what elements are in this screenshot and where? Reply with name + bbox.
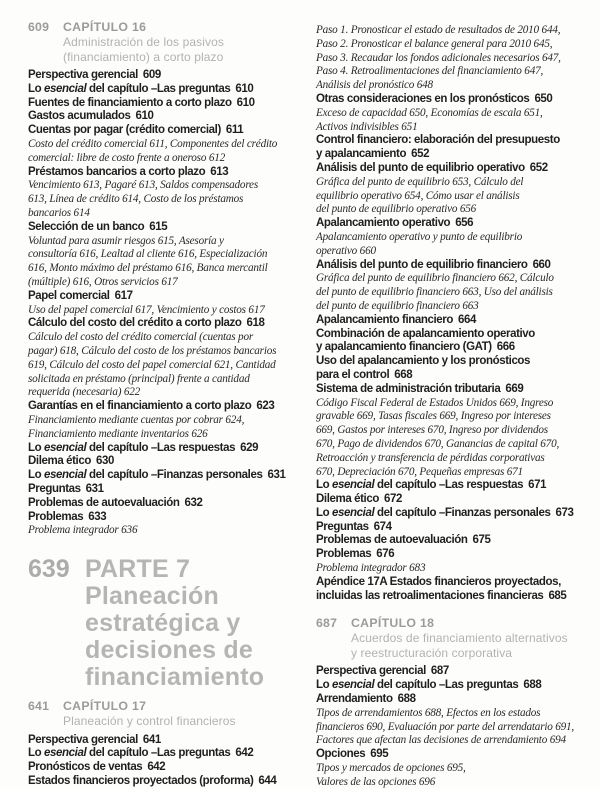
toc-entry-segment: esencial bbox=[332, 506, 375, 519]
toc-entry-page: 617 bbox=[114, 289, 133, 302]
toc-subentry: Apalancamiento operativo y punto de equilibrio operativo 660 bbox=[316, 230, 523, 257]
toc-entry bbox=[316, 355, 596, 383]
toc-entry-text bbox=[28, 83, 230, 95]
toc-entry-segment: del capítulo –Las respuestas bbox=[374, 479, 524, 492]
chapter-header-text bbox=[351, 616, 568, 660]
toc-entry bbox=[28, 290, 304, 304]
toc-entry bbox=[316, 507, 596, 521]
toc-entry-text: Estados financieros proyectados (proforma) bbox=[28, 774, 254, 787]
toc-entry-text: Opciones bbox=[316, 748, 366, 761]
toc-entry-text: Problemas bbox=[28, 510, 84, 523]
toc-entry-text: Fuentes de financiamiento a corto plazo bbox=[28, 96, 232, 109]
toc-entry-text bbox=[28, 747, 230, 759]
toc-entry-text: Combinación de apalancamiento operativo y apalancamiento financiero (GAT) bbox=[316, 327, 535, 354]
toc-entry-text: Apalancamiento operativo bbox=[316, 217, 451, 230]
toc-entry-text: Arrendamiento bbox=[316, 693, 393, 706]
chapter-subtitle: Acuerdos de financiamiento alternativos y reestructuración corporativa bbox=[351, 631, 568, 660]
chapter-subtitle: Administración de los pasivos (financiamiento) a corto plazo bbox=[63, 35, 224, 64]
toc-entry bbox=[28, 747, 304, 761]
toc-entry-segment: Lo bbox=[316, 506, 333, 519]
toc-entry-text: Problemas de autoevaluación bbox=[316, 534, 468, 547]
toc-entry bbox=[28, 83, 304, 97]
part-header-text bbox=[85, 556, 264, 691]
toc-entry-page: 695 bbox=[370, 748, 389, 761]
toc-entry bbox=[316, 134, 596, 162]
toc-entry-segment: del capítulo –Las preguntas bbox=[374, 679, 519, 692]
toc-entry-text: Apalancamiento financiero bbox=[316, 313, 453, 326]
toc-entry bbox=[28, 317, 304, 331]
toc-entry bbox=[28, 400, 304, 414]
toc-entry-segment: del capítulo –Las preguntas bbox=[86, 82, 231, 95]
toc-entry-text: Selección de un banco bbox=[28, 220, 145, 233]
toc-entry-page: 609 bbox=[142, 69, 161, 81]
toc-entry-page: 615 bbox=[149, 220, 168, 233]
toc-entry-page: 674 bbox=[373, 520, 392, 533]
toc-entry-segment: Lo bbox=[28, 469, 45, 482]
toc-subentry: Vencimiento 613, Pagaré 613, Saldos compensadores 613, Línea de crédito 614, Costo de los préstamos bancarios 614 bbox=[28, 179, 258, 219]
chapter-number: 609 bbox=[28, 20, 50, 34]
toc-entry bbox=[316, 217, 596, 231]
toc-entry-page: 631 bbox=[267, 469, 286, 482]
toc-entry-text: Papel comercial bbox=[28, 289, 110, 302]
toc-entry-text: Uso del apalancamiento y los pronósticos para el control bbox=[316, 355, 531, 381]
toc-entry-text: Dilema ético bbox=[316, 493, 379, 506]
toc-entry-text: Otras consideraciones en los pronósticos bbox=[316, 92, 530, 105]
toc-entry-page: 630 bbox=[95, 455, 114, 468]
toc-entry-page: 672 bbox=[383, 493, 402, 506]
toc-entry bbox=[28, 761, 304, 775]
toc-entry-page: 688 bbox=[523, 679, 542, 692]
toc-entry bbox=[316, 314, 596, 328]
toc-entry-segment: esencial bbox=[44, 747, 87, 760]
toc-entry-segment: Lo bbox=[28, 747, 45, 760]
toc-entry-page: 675 bbox=[472, 534, 491, 547]
toc-entry bbox=[316, 679, 596, 693]
toc-entry-segment: esencial bbox=[44, 82, 87, 95]
toc-left-column bbox=[28, 20, 304, 789]
chapter-label: CAPÍTULO 17 bbox=[63, 699, 147, 714]
toc-entry-text: Perspectiva gerencial bbox=[28, 69, 138, 81]
toc-entry bbox=[28, 483, 304, 497]
chapter-number: 641 bbox=[28, 699, 50, 714]
chapter-header bbox=[28, 20, 304, 64]
toc-entry bbox=[28, 497, 304, 511]
toc-subentry: Problema integrador 683 bbox=[316, 562, 426, 575]
toc-entry-page: 688 bbox=[397, 693, 416, 706]
chapter-label: CAPÍTULO 16 bbox=[63, 20, 147, 34]
toc-entry-text bbox=[316, 479, 523, 491]
toc-entry bbox=[28, 775, 304, 789]
toc-subentry: Código Fiscal Federal de Estados Unidos 669, Ingreso gravable 669, Tasas fiscales 669, Ingreso por intereses 669, Gastos por intereses 670, Ingreso por dividendos 670, Pago de dividendos 670, Ganancias de capital 670, Retroacción y transferencia de pérdidas corporativas 670, Depreciación 670, Pequeñas empresas 671 bbox=[316, 396, 560, 478]
toc-entry bbox=[316, 493, 596, 507]
toc-entry-page: 664 bbox=[457, 313, 476, 326]
toc-entry-text: Gastos acumulados bbox=[28, 110, 131, 123]
toc-entry bbox=[316, 162, 596, 176]
toc-entry-text: Control financiero: elaboración del presupuesto y apalancamiento bbox=[316, 134, 560, 161]
chapter-header bbox=[316, 616, 596, 660]
toc-entry bbox=[28, 511, 304, 525]
toc-entry-page: 666 bbox=[496, 341, 515, 354]
toc-entry-segment: del capítulo –Las preguntas bbox=[86, 747, 231, 760]
toc-subentry: Gráfica del punto de equilibrio financiero 662, Cálculo del punto de equilibrio financiero 663, Uso del análisis del punto de equilibrio financiero 663 bbox=[316, 272, 554, 312]
toc-entry-segment: esencial bbox=[44, 469, 87, 482]
toc-entry-text: Análisis del punto de equilibrio operativo bbox=[316, 161, 525, 174]
toc-entry bbox=[316, 521, 596, 535]
toc-entry-text: Garantías en el financiamiento a corto plazo bbox=[28, 400, 252, 413]
chapter-header-text bbox=[63, 699, 236, 729]
toc-entry bbox=[28, 734, 304, 748]
toc-entry-page: 687 bbox=[430, 665, 449, 678]
toc-subentry: Paso 1. Pronosticar el estado de resultados de 2010 644, Paso 2. Pronosticar el balance general para 2010 645, Paso 3. Recaudar los fondos adicionales necesarios 647, Paso 4. Retroalimentaciones del financiamiento 647, Análisis del pronóstico 648 bbox=[316, 24, 561, 92]
toc-entry-page: 644 bbox=[258, 774, 277, 787]
toc-entry-text: Pronósticos de ventas bbox=[28, 761, 143, 774]
chapter-label: CAPÍTULO 18 bbox=[351, 616, 435, 631]
toc-entry-page: 650 bbox=[534, 92, 553, 105]
toc-subentry: Exceso de capacidad 650, Economías de escala 651, Activos indivisibles 651 bbox=[316, 106, 543, 133]
toc-entry-text: Perspectiva gerencial bbox=[28, 733, 138, 746]
toc-entry-segment: Lo bbox=[28, 82, 45, 95]
toc-entry bbox=[316, 748, 596, 762]
toc-entry-page: 641 bbox=[142, 733, 161, 746]
toc-entry-page: 610 bbox=[235, 82, 254, 95]
toc-entry-page: 656 bbox=[455, 217, 474, 230]
toc-entry-page: 631 bbox=[85, 482, 104, 495]
toc-entry-text: Apéndice 17A Estados financieros proyectados, incluidas las retroalimentaciones financieras bbox=[316, 575, 561, 602]
toc-entry-page: 669 bbox=[505, 382, 524, 395]
toc-entry bbox=[316, 665, 596, 679]
toc-entry-page: 668 bbox=[394, 368, 413, 381]
toc-entry-text bbox=[316, 507, 550, 519]
part-title: Planeación estratégica y decisiones de financiamiento bbox=[85, 582, 265, 692]
toc-entry-page: 652 bbox=[411, 148, 430, 161]
toc-entry bbox=[28, 69, 304, 83]
toc-entry bbox=[316, 534, 596, 548]
toc-entry bbox=[316, 576, 596, 604]
chapter-header bbox=[28, 699, 304, 729]
toc-subentry: Cálculo del costo del crédito comercial (cuentas por pagar) 618, Cálculo del costo de los préstamos bancarios 619, Cálculo del costo del papel comercial 621, Cantidad solicitada en préstamo (principal) frente a cantidad requerida (necesaria) 622 bbox=[28, 331, 277, 399]
toc-entry-text: Préstamos bancarios a corto plazo bbox=[28, 165, 206, 178]
chapter-header-text bbox=[63, 20, 224, 64]
toc-entry-page: 629 bbox=[240, 441, 259, 454]
toc-entry-segment: esencial bbox=[44, 441, 87, 454]
chapter-number: 687 bbox=[316, 616, 338, 631]
toc-entry-page: 623 bbox=[256, 400, 275, 413]
toc-entry bbox=[28, 455, 304, 469]
toc-entry-page: 660 bbox=[532, 258, 551, 271]
toc-subentry: Tipos de arrendamientos 688, Efectos en los estados financieros 690, Evaluación por parte del arrendatario 691, Factores que afectan las decisiones de arrendamiento 694 bbox=[316, 706, 575, 747]
toc-entry-page: 673 bbox=[555, 506, 574, 519]
toc-right-column bbox=[316, 20, 596, 789]
part-label: PARTE 7 bbox=[85, 555, 191, 584]
toc-subentry: Gráfica del punto de equilibrio 653, Cálculo del equilibrio operativo 654, Cómo usar el análisis del punto de equilibrio operativo 656 bbox=[316, 175, 524, 216]
toc-entry-page: 610 bbox=[236, 96, 255, 109]
toc-entry-page: 613 bbox=[210, 165, 229, 178]
toc-entry-page: 671 bbox=[528, 479, 547, 492]
toc-entry bbox=[316, 693, 596, 707]
toc-entry bbox=[316, 479, 596, 493]
toc-entry-text: Dilema ético bbox=[28, 455, 91, 468]
toc-entry-text: Cuentas por pagar (crédito comercial) bbox=[28, 124, 221, 137]
toc-entry-text: Preguntas bbox=[316, 520, 369, 533]
toc-entry bbox=[316, 93, 596, 107]
toc-entry bbox=[28, 124, 304, 138]
toc-entry-segment: Lo bbox=[316, 679, 333, 692]
toc-entry-page: 685 bbox=[548, 589, 567, 602]
toc-entry bbox=[28, 166, 304, 180]
toc-entry-page: 611 bbox=[225, 124, 244, 137]
toc-entry-text: Cálculo del costo del crédito a corto plazo bbox=[28, 317, 242, 330]
toc-entry-text: Problemas bbox=[316, 548, 372, 561]
toc-entry-page: 633 bbox=[88, 510, 107, 523]
toc-entry-text: Sistema de administración tributaria bbox=[316, 382, 501, 395]
part-header bbox=[28, 556, 304, 691]
toc-entry-text bbox=[316, 679, 518, 691]
toc-entry-segment: del capítulo –Finanzas personales bbox=[86, 469, 263, 482]
toc-entry-text: Preguntas bbox=[28, 482, 81, 495]
toc-entry-page: 642 bbox=[235, 747, 254, 760]
toc-entry-segment: esencial bbox=[332, 479, 375, 492]
toc-entry-segment: Lo bbox=[316, 479, 333, 492]
toc-entry-page: 610 bbox=[135, 110, 154, 123]
chapter-subtitle: Planeación y control financieros bbox=[63, 714, 236, 729]
toc-entry bbox=[28, 97, 304, 111]
toc-entry-text: Perspectiva gerencial bbox=[316, 665, 426, 678]
toc-subentry: Financiamiento mediante cuentas por cobrar 624, Financiamiento mediante inventarios 626 bbox=[28, 413, 245, 440]
toc-entry bbox=[316, 259, 596, 273]
toc-entry bbox=[316, 328, 596, 356]
toc-subentry: Voluntad para asumir riesgos 615, Asesoría y consultoría 616, Lealtad al cliente 616, Especialización 616, Monto máximo del préstamo 616, Banca mercantil (múltiple) 616, Otros servicios 617 bbox=[28, 234, 268, 288]
toc-entry bbox=[316, 548, 596, 562]
toc-entry bbox=[28, 110, 304, 124]
toc-entry-text: Problemas de autoevaluación bbox=[28, 496, 180, 509]
toc-subentry: Costo del crédito comercial 611, Componentes del crédito comercial: libre de costo frente a oneroso 612 bbox=[28, 137, 278, 164]
toc-entry-page: 676 bbox=[376, 548, 395, 561]
toc-entry-text bbox=[28, 469, 262, 481]
toc-entry bbox=[316, 383, 596, 397]
toc-entry-text bbox=[28, 442, 235, 454]
toc-entry-page: 618 bbox=[246, 317, 265, 330]
toc-entry-text: Análisis del punto de equilibrio financiero bbox=[316, 258, 528, 271]
toc-entry bbox=[28, 442, 304, 456]
toc-subentry: Problema integrador 636 bbox=[28, 524, 138, 537]
toc-entry-page: 642 bbox=[147, 761, 166, 774]
toc-entry-segment: del capítulo –Finanzas personales bbox=[374, 506, 551, 519]
toc-entry-segment: esencial bbox=[332, 679, 375, 692]
toc-subentry: Tipos y mercados de opciones 695, Valores de las opciones 696 bbox=[316, 762, 466, 788]
toc-entry-segment: Lo bbox=[28, 441, 45, 454]
toc-entry-page: 652 bbox=[529, 161, 548, 174]
part-number: 639 bbox=[28, 555, 70, 584]
toc-entry-page: 632 bbox=[184, 496, 203, 509]
toc-entry bbox=[28, 221, 304, 235]
toc-entry bbox=[28, 469, 304, 483]
toc-subentry: Uso del papel comercial 617, Vencimiento y costos 617 bbox=[28, 303, 265, 316]
toc-entry-segment: del capítulo –Las respuestas bbox=[86, 441, 236, 454]
